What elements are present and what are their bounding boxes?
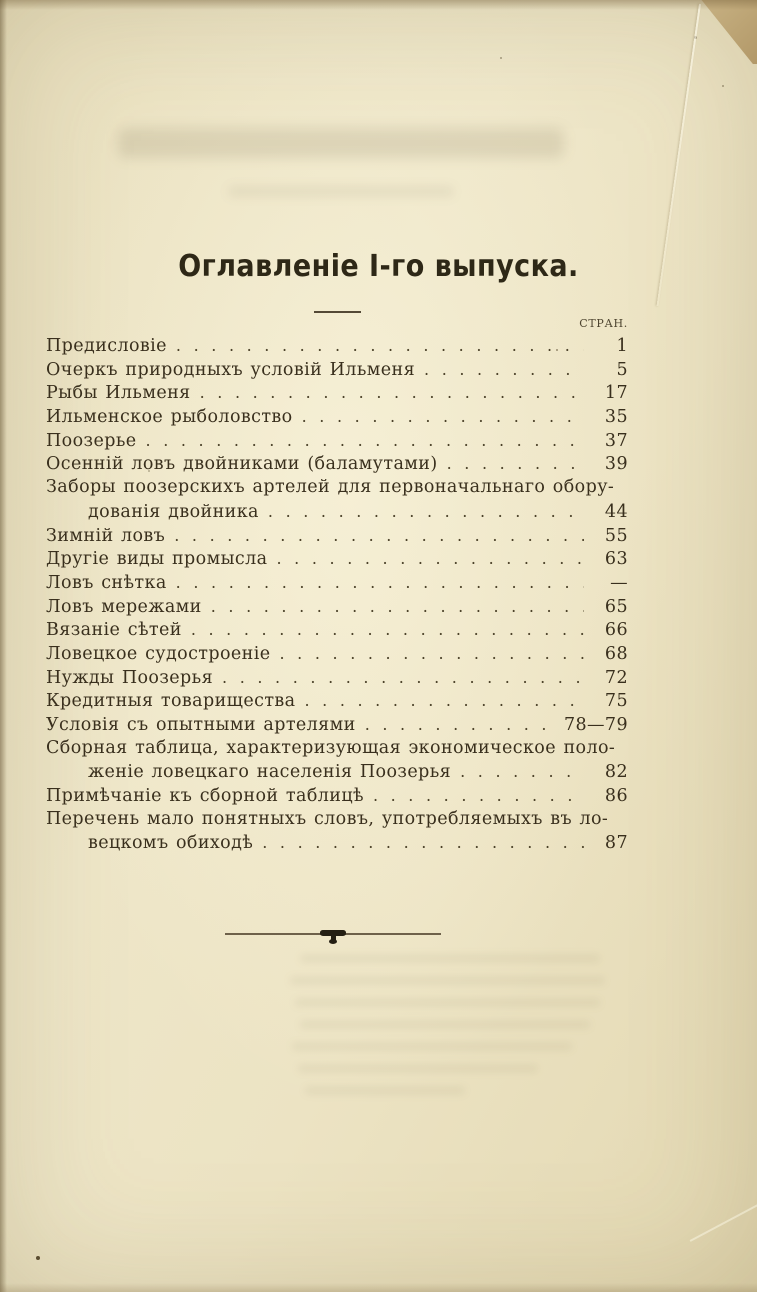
bleed-through-smudge (298, 1065, 538, 1072)
dot-leader (302, 405, 584, 430)
toc-entry-text: Условія съ опытными артелями (46, 715, 356, 735)
toc-entry-text: Ловъ мережами (46, 596, 202, 617)
dot-leader (447, 452, 584, 477)
toc-entry-text: Перечень мало понятныхъ словъ, употребляемыхъ въ ло- (46, 808, 609, 829)
toc-page-number: 82 (604, 762, 628, 783)
toc-row (46, 737, 628, 761)
dot-leader (211, 595, 584, 620)
toc-row (46, 358, 628, 382)
toc-row (46, 713, 628, 737)
toc-entry-text: Ильменское рыболовство (46, 407, 293, 428)
toc-page-number: 87 (604, 833, 628, 854)
toc-page-number: 78—79 (563, 715, 628, 735)
toc-row (46, 666, 628, 690)
toc-row (46, 595, 628, 619)
toc-row (46, 334, 628, 358)
toc-entry-text: Сборная таблица, характеризующая экономическое поло- (46, 737, 616, 758)
toc-page-number: 1 (616, 336, 628, 356)
toc-page-number: 66 (604, 620, 628, 641)
toc-entry-text: Поозерье (46, 430, 137, 451)
toc-entry-text: Предисловіе (46, 336, 167, 356)
bleed-through-smudge (300, 1021, 590, 1028)
bleed-through-smudge (228, 186, 454, 197)
toc-page-number: 63 (604, 549, 628, 570)
bleed-through-smudge (300, 955, 600, 962)
toc-page-number: 39 (604, 454, 628, 475)
toc-entry-text: Ловъ снѣтка (46, 572, 167, 593)
toc-page-number: 68 (604, 643, 628, 664)
toc-row (46, 571, 628, 595)
dot-leader (191, 618, 584, 643)
dot-leader (146, 429, 584, 454)
dot-leader (222, 666, 584, 691)
toc-row-continuation (46, 500, 628, 524)
tailpiece-dot (329, 939, 337, 944)
dot-leader (174, 524, 584, 549)
toc-entry-text: Вязаніе сѣтей (46, 620, 182, 641)
dot-leader (424, 358, 584, 383)
toc-entry-text: Очеркъ природныхъ условій Ильменя (46, 359, 416, 380)
bleed-through-smudge (305, 1087, 465, 1094)
title-rule (314, 311, 361, 313)
toc-row (46, 429, 628, 453)
toc-entry-text: Ловецкое судостроеніе (46, 643, 271, 664)
toc-entry-text: Нужды Поозерья (46, 667, 214, 688)
toc-page-number: 86 (604, 786, 628, 807)
dot-leader (268, 500, 584, 525)
page-edge-left (0, 0, 7, 1292)
dot-leader (304, 689, 584, 714)
toc-row (46, 808, 628, 832)
dot-leader (262, 831, 584, 856)
table-of-contents (46, 334, 628, 855)
paper-speck (500, 57, 502, 59)
dot-leader (176, 571, 584, 596)
toc-row (46, 452, 628, 476)
toc-entry-text: вецкомъ обиходѣ (88, 833, 254, 854)
toc-row (46, 547, 628, 571)
toc-entry-text: Рыбы Ильменя (46, 383, 191, 404)
page-edge-top (0, 0, 757, 10)
toc-row (46, 524, 628, 548)
toc-entry-text: дованія двойника (88, 501, 259, 522)
bottom-crease (690, 1188, 757, 1241)
toc-row-continuation (46, 760, 628, 784)
toc-entry-text: Зимній ловъ (46, 525, 166, 546)
toc-entry-text: Кредитныя товарищества (46, 691, 296, 712)
toc-row (46, 618, 628, 642)
bleed-through-smudge (290, 977, 605, 984)
dot-leader (373, 784, 584, 809)
toc-page-number: 17 (604, 383, 628, 404)
toc-row (46, 642, 628, 666)
page-column-header: СТРАН. (579, 317, 628, 330)
dot-leader (176, 334, 584, 359)
paper-speck (36, 1256, 40, 1260)
dot-leader (280, 642, 585, 667)
toc-row (46, 784, 628, 808)
toc-page-number: 75 (604, 691, 628, 712)
toc-entry-text: женіе ловецкаго населенія Поозерья (88, 762, 452, 783)
toc-row (46, 405, 628, 429)
toc-entry-text: Примѣчаніе къ сборной таблицѣ (46, 786, 364, 807)
toc-page-number: — (610, 572, 628, 593)
toc-page-number: 44 (604, 501, 628, 522)
toc-page-number: 37 (604, 430, 628, 451)
toc-page-number: 55 (604, 525, 628, 546)
dot-leader (200, 381, 584, 406)
paper-speck (722, 85, 724, 87)
paper-speck (148, 470, 150, 472)
dot-leader (365, 713, 556, 738)
tailpiece-ornament (225, 925, 441, 945)
toc-row (46, 381, 628, 405)
dot-leader (277, 547, 585, 572)
toc-entry-text: Заборы поозерскихъ артелей для первоначальнаго обору- (46, 477, 615, 498)
toc-entry-text: Другіе виды промысла (46, 549, 268, 570)
toc-row (46, 476, 628, 500)
toc-entry-text: Осенній ловъ двойниками (баламутами) (46, 454, 438, 475)
paper-speck (556, 349, 558, 351)
toc-page-number: 72 (604, 667, 628, 688)
dot-leader (460, 760, 584, 785)
toc-page-number: 65 (604, 596, 628, 617)
bleed-through-smudge (292, 1043, 572, 1050)
toc-row-continuation (46, 831, 628, 855)
bleed-through-smudge (118, 128, 564, 158)
page-title: Оглавленіе I-го выпуска. (178, 249, 579, 284)
toc-page-number: 35 (604, 407, 628, 428)
toc-page-number: 5 (616, 359, 628, 380)
page-edge-bottom (0, 1283, 757, 1292)
bleed-through-smudge (295, 999, 600, 1006)
toc-row (46, 689, 628, 713)
